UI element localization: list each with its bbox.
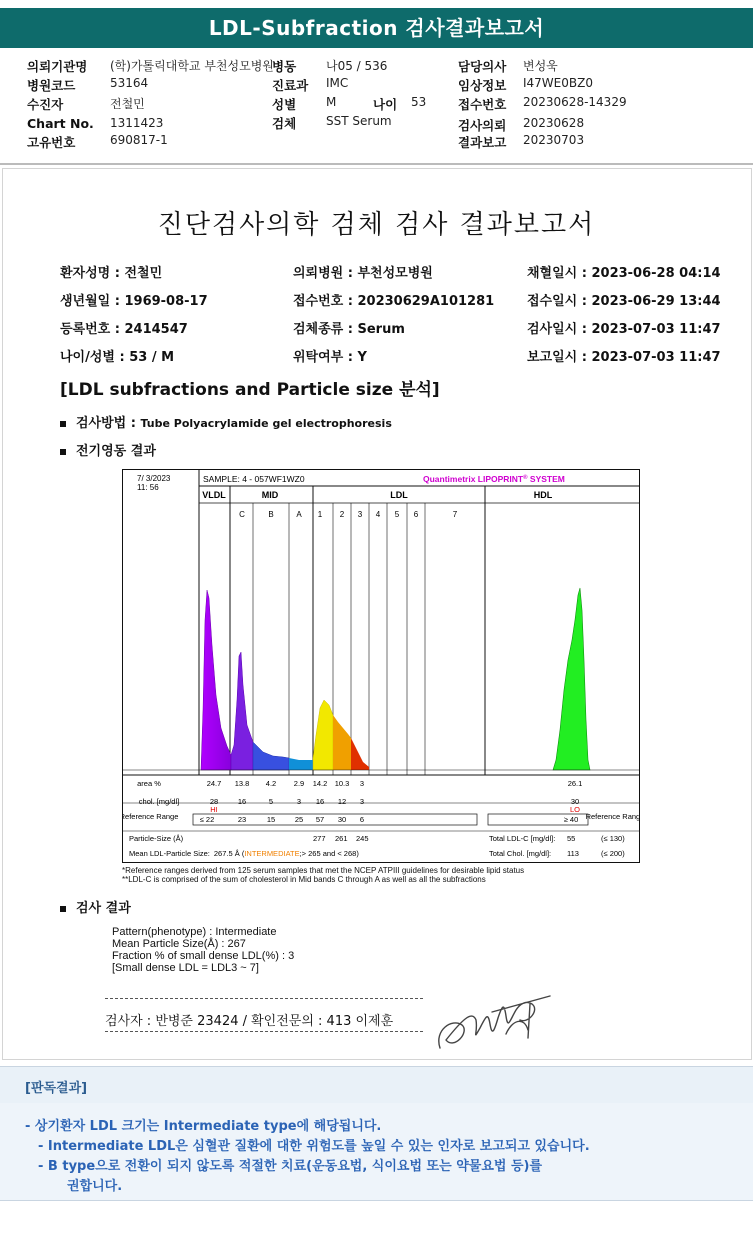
chart-system-name: Quantimetrix LIPOPRINT: [423, 474, 524, 484]
ldl3-peak: [351, 738, 369, 770]
band-label: 1: [317, 510, 323, 519]
total-ldl-label: Total LDL-C [mg/dl]:: [489, 834, 556, 843]
chol-value: 30: [570, 797, 580, 806]
judgement-body: [0, 1103, 753, 1201]
ref-value: 25: [294, 815, 304, 824]
area-value: 3: [359, 779, 365, 788]
chol-value: 16: [315, 797, 325, 806]
band-label: 4: [375, 510, 381, 519]
footnote: **LDL-C is comprised of the sum of cholesterol in Mid bands C through A as well as all the subfractions: [122, 875, 486, 884]
particle-size: 277: [313, 834, 326, 843]
dashed-line: [105, 1031, 423, 1032]
patient-field: 접수번호 : 20230629A101281: [293, 294, 495, 309]
band-label: A: [296, 510, 302, 519]
ref-value: 57: [315, 815, 325, 824]
patient-field: 환자성명 : 전철민: [60, 266, 163, 281]
patient-field: 등록번호 : 2414547: [60, 322, 188, 337]
chol-value: 3: [359, 797, 365, 806]
band-label: C: [239, 510, 245, 519]
bullet-icon: [60, 449, 66, 455]
result-line: Mean Particle Size(Å) : 267: [112, 938, 246, 950]
judgement-line: - 상기환자 LDL 크기는 Intermediate type에 해당됩니다.: [25, 1119, 382, 1134]
dashed-line: [105, 998, 423, 999]
particle-size: 245: [356, 834, 369, 843]
lipoprint-chart: [122, 469, 640, 863]
info-label: 나이: [373, 97, 398, 112]
ldl2-peak: [333, 715, 351, 770]
info-value: (학)가톨릭대학교 부천성모병원: [110, 59, 274, 73]
info-value: 53: [411, 95, 427, 109]
mean-label: Mean LDL-Particle Size:: [129, 849, 210, 858]
chart-time: 11: 56: [137, 483, 159, 492]
method-line: [60, 412, 392, 431]
ref-value: ≤ 22: [199, 815, 215, 824]
chart-system-reg: ®: [523, 475, 528, 481]
signature-text: 검사자 : 반병준 23424 / 확인전문의 : 413 이제훈: [105, 1014, 394, 1029]
info-label: 검사의뢰: [458, 118, 507, 133]
info-label: Chart No.: [27, 116, 94, 131]
info-value: I47WE0BZ0: [523, 76, 593, 90]
row-label-particle: Particle-Size (Å): [129, 834, 184, 843]
patient-field: 나이/성별 : 53 / M: [60, 350, 175, 365]
particle-size: 261: [335, 834, 348, 843]
chol-value: 28: [209, 797, 219, 806]
info-label: 결과보고: [458, 135, 507, 150]
method-value: Tube Polyacrylamide gel electrophoresis: [140, 417, 392, 430]
chart-system: [423, 474, 565, 484]
info-value: 전철민: [110, 97, 145, 111]
info-label: 임상정보: [458, 78, 507, 93]
chart-system-suffix: SYSTEM: [527, 474, 565, 484]
mean-value: 267.5 Å (: [213, 849, 245, 858]
mid-c-peak: [231, 652, 253, 770]
info-value: 나05 / 536: [326, 59, 388, 73]
bullet-icon: [60, 421, 66, 427]
row-label-chol: chol. [mg/dl]: [138, 797, 180, 806]
patient-field: 채혈일시 : 2023-06-28 04:14: [527, 266, 721, 281]
ref-label-right: Reference Range: [585, 812, 639, 821]
patient-field: 의뢰병원 : 부천성모병원: [293, 266, 433, 281]
area-value: 2.9: [293, 779, 305, 788]
row-label-area: area %: [137, 779, 161, 788]
result-line: Pattern(phenotype) : Intermediate: [112, 926, 277, 938]
chart-footnotes: [122, 866, 524, 884]
result-line: Fraction % of small dense LDL(%) : 3: [112, 950, 295, 962]
band-label: 7: [452, 510, 458, 519]
ref-value: ≥ 40: [563, 815, 579, 824]
group-label-mid: MID: [261, 490, 279, 500]
group-label-hdl: HDL: [533, 490, 553, 500]
judgement-line: 권합니다.: [67, 1179, 123, 1194]
area-value: 24.7: [206, 779, 222, 788]
ref-value: 23: [237, 815, 247, 824]
patient-field: 접수일시 : 2023-06-29 13:44: [527, 294, 721, 309]
patient-field: 검사일시 : 2023-07-03 11:47: [527, 322, 721, 337]
mean-status: INTERMEDIATE: [244, 849, 300, 858]
report-title: 진단검사의학 검체 검사 결과보고서: [157, 210, 596, 240]
info-label: 고유번호: [27, 135, 76, 150]
section-title: [LDL subfractions and Particle size 분석]: [60, 380, 440, 400]
info-value: 20230628-14329: [523, 95, 627, 109]
info-label: 병원코드: [27, 78, 76, 93]
info-label: 담당의사: [458, 59, 507, 74]
total-chol-value: 113: [567, 849, 579, 858]
vldl-peak: [201, 590, 231, 770]
chart-sample: SAMPLE: 4 - 057WF1WZ0: [203, 474, 305, 484]
patient-field: 보고일시 : 2023-07-03 11:47: [527, 350, 721, 365]
area-value: 13.8: [234, 779, 250, 788]
chol-value: 16: [237, 797, 247, 806]
patient-field: 생년월일 : 1969-08-17: [60, 294, 208, 309]
info-label: 진료과: [272, 78, 309, 93]
electro-label: 전기영동 결과: [76, 444, 156, 459]
footnote: *Reference ranges derived from 125 serum samples that met the NCEP ATPIII guidelines for desirable lipid status: [122, 866, 525, 875]
judgement-line: - B type으로 전환이 되지 않도록 적절한 치료(운동요법, 식이요법 또는 약물요법 등)를: [38, 1159, 543, 1174]
patient-field: 위탁여부 : Y: [293, 350, 367, 365]
info-value: 53164: [110, 76, 149, 90]
mean-rest: ;> 265 and < 268): [299, 849, 359, 858]
report-header-title: LDL-Subfraction 검사결과보고서: [0, 8, 753, 48]
result-label: 검사 결과: [76, 901, 131, 916]
info-value: M: [326, 95, 337, 109]
area-value: 4.2: [265, 779, 277, 788]
band-label: 2: [339, 510, 345, 519]
ref-value: 15: [266, 815, 276, 824]
flag-hi: HI: [210, 805, 218, 814]
area-value: 10.3: [334, 779, 350, 788]
info-label: 의뢰기관명: [27, 59, 88, 74]
electro-heading: [60, 440, 156, 459]
judgement-header: [0, 1066, 753, 1104]
info-label: 병동: [272, 59, 297, 74]
info-value: 변성욱: [523, 59, 558, 73]
method-label: 검사방법 :: [76, 416, 141, 431]
handwritten-signature: [432, 990, 562, 1055]
area-value: 26.1: [567, 779, 583, 788]
info-label: 수진자: [27, 97, 64, 112]
lipoprint-svg: [123, 470, 639, 862]
group-label-vldl: VLDL: [202, 490, 226, 500]
row-label-ref: [123, 812, 178, 821]
chol-value: 3: [296, 797, 302, 806]
info-value: SST Serum: [326, 114, 392, 128]
info-label: 접수번호: [458, 97, 507, 112]
chart-date: 7/ 3/2023: [137, 474, 171, 483]
judgement-title: [판독결과]: [25, 1081, 88, 1096]
band-label: 3: [357, 510, 363, 519]
hdl-peak: [553, 588, 590, 770]
divider: [0, 163, 753, 165]
group-label-ldl: LDL: [390, 490, 408, 500]
judgement-line: - Intermediate LDL은 심혈관 질환에 대한 위험도를 높일 수 있는 인자로 보고되고 있습니다.: [38, 1139, 590, 1154]
total-chol-label: Total Chol. [mg/dl]:: [489, 849, 552, 858]
result-summary: [112, 926, 294, 974]
total-ldl-value: 55: [567, 834, 576, 843]
band-label: B: [268, 510, 274, 519]
ref-value: 6: [359, 815, 365, 824]
info-label: 검체: [272, 116, 297, 131]
total-ldl-ref: (≤ 130): [601, 834, 625, 843]
mid-a-peak: [289, 758, 313, 770]
info-label: 성별: [272, 97, 297, 112]
result-heading: [60, 897, 131, 916]
total-chol-ref: (≤ 200): [601, 849, 625, 858]
chol-value: 12: [337, 797, 347, 806]
chol-value: 5: [268, 797, 274, 806]
bullet-icon: [60, 906, 66, 912]
mid-b-peak: [253, 742, 289, 770]
result-line: [Small dense LDL = LDL3 ~ 7]: [112, 962, 259, 974]
ref-label-text: Reference Range: [123, 812, 179, 821]
info-value: 20230628: [523, 116, 585, 130]
band-label: 5: [394, 510, 400, 519]
ldl1-peak: [313, 700, 333, 770]
ref-value: 30: [337, 815, 347, 824]
band-label: 6: [413, 510, 419, 519]
mean-particle-line: [129, 849, 359, 858]
info-value: 1311423: [110, 116, 164, 130]
flag-lo: LO: [569, 805, 581, 814]
request-info-panel: [0, 55, 753, 160]
info-value: IMC: [326, 76, 349, 90]
area-value: 14.2: [312, 779, 328, 788]
patient-field: 검체종류 : Serum: [293, 322, 405, 337]
info-value: 20230703: [523, 133, 585, 147]
info-value: 690817-1: [110, 133, 168, 147]
